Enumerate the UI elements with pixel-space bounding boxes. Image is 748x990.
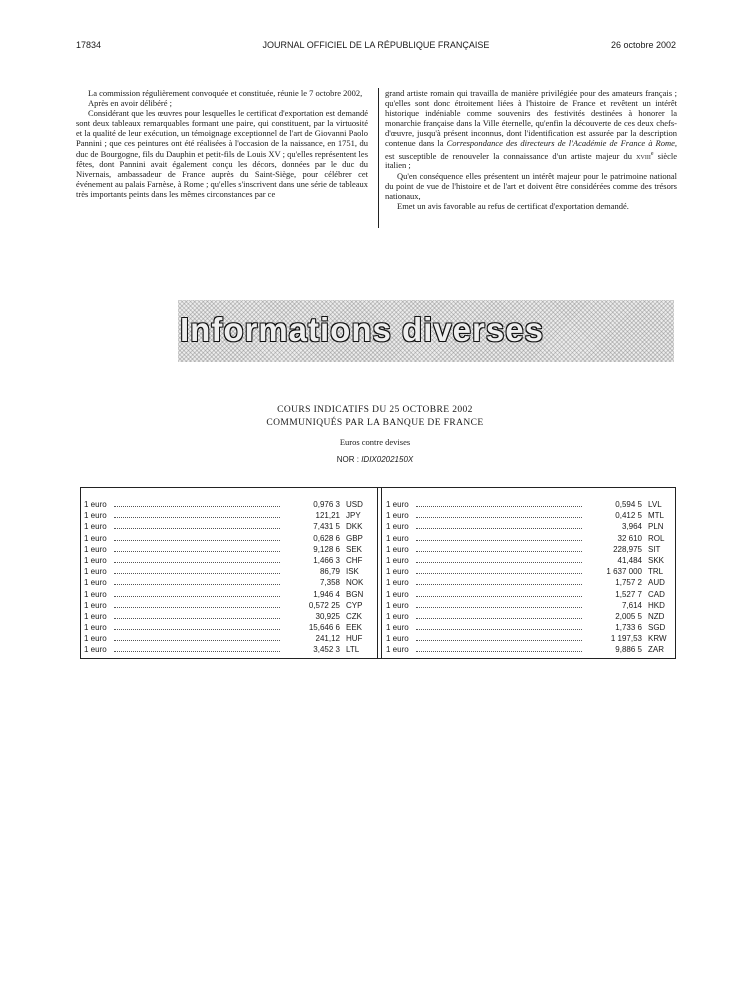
dot-leader xyxy=(114,644,280,652)
rate-row xyxy=(84,521,374,532)
rate-label: 1 euro xyxy=(84,544,107,554)
dot-leader xyxy=(114,622,280,630)
rate-label: 1 euro xyxy=(84,589,107,599)
rate-row xyxy=(84,622,374,633)
currency-code: KRW xyxy=(648,634,667,644)
journal-title: JOURNAL OFFICIEL DE LA RÉPUBLIQUE FRANÇAISE xyxy=(262,40,490,50)
rate-row xyxy=(84,566,374,577)
italic-title: Correspondance des directeurs de l'Académie de France à Rome, xyxy=(446,138,677,149)
rate-label: 1 euro xyxy=(386,500,409,509)
rate-value: 1 197,53 xyxy=(610,634,642,644)
currency-code: HKD xyxy=(648,600,665,610)
rate-row xyxy=(84,611,374,622)
dot-leader xyxy=(416,577,582,585)
century-superscript: e xyxy=(650,150,654,157)
dot-leader xyxy=(114,555,280,563)
rate-row xyxy=(386,589,676,600)
rate-value: 7,358 xyxy=(319,578,340,588)
rate-value: 32 610 xyxy=(617,533,642,543)
rate-row xyxy=(84,544,374,555)
rate-label: 1 euro xyxy=(84,511,107,521)
currency-code: ISK xyxy=(346,567,359,577)
table-divider xyxy=(377,488,382,658)
dot-leader xyxy=(114,533,280,541)
paragraph: Emet un avis favorable au refus de certificat d'exportation demandé. xyxy=(397,200,629,211)
rate-value: 7,431 5 xyxy=(313,522,340,532)
rate-row xyxy=(386,521,676,532)
dot-leader xyxy=(416,611,582,619)
currency-code: NOK xyxy=(346,578,364,588)
dot-leader xyxy=(416,544,582,552)
currency-code: MTL xyxy=(648,511,664,521)
currency-code: TRL xyxy=(648,567,664,577)
rate-value: 15,646 6 xyxy=(308,623,340,633)
currency-code: JPY xyxy=(346,511,361,521)
rate-row xyxy=(386,577,676,588)
dot-leader xyxy=(416,622,582,630)
currency-code: SKK xyxy=(648,555,665,565)
rate-label: 1 euro xyxy=(386,567,409,577)
rate-row xyxy=(386,600,676,611)
rate-label: 1 euro xyxy=(84,634,107,644)
currency-code: USD xyxy=(346,500,363,509)
publication-date: 26 octobre 2002 xyxy=(610,40,676,50)
rate-value: 228,975 xyxy=(613,544,642,554)
currency-code: CZK xyxy=(346,611,362,621)
dot-leader xyxy=(416,499,582,507)
currency-code: CAD xyxy=(648,589,665,599)
rate-value: 0,412 5 xyxy=(615,511,642,521)
dot-leader xyxy=(114,600,280,608)
page-number: 17834 xyxy=(76,40,102,50)
rate-row xyxy=(84,600,374,611)
paragraph-text: siècle italien ; xyxy=(385,150,677,171)
dot-leader xyxy=(416,589,582,597)
rate-label: 1 euro xyxy=(386,634,409,644)
currency-code: DKK xyxy=(346,522,363,532)
heading-line-1: COURS INDICATIFS DU 25 OCTOBRE 2002 xyxy=(277,405,473,415)
nor-label: NOR : xyxy=(336,455,359,464)
currency-code: CHF xyxy=(346,555,363,565)
dot-leader xyxy=(416,600,582,608)
nor-value: IDIX0202150X xyxy=(361,455,414,464)
rate-label: 1 euro xyxy=(386,589,409,599)
dot-leader xyxy=(114,510,280,518)
rate-value: 0,594 5 xyxy=(615,500,642,509)
currency-code: GBP xyxy=(346,533,363,543)
currency-code: LVL xyxy=(648,500,662,509)
dot-leader xyxy=(114,577,280,585)
rate-value: 1 637 000 xyxy=(606,567,642,577)
rates-column-left xyxy=(84,499,374,656)
rates-column-right xyxy=(386,499,676,656)
currency-code: ROL xyxy=(648,533,665,543)
rate-label: 1 euro xyxy=(386,611,409,621)
currency-code: SIT xyxy=(648,544,661,554)
exchange-rates-heading xyxy=(230,404,520,464)
rate-value: 1,527 7 xyxy=(615,589,642,599)
rate-value: 9,886 5 xyxy=(615,645,642,655)
dot-leader xyxy=(416,555,582,563)
rate-row xyxy=(386,633,676,644)
dot-leader xyxy=(114,633,280,641)
dot-leader xyxy=(114,611,280,619)
currency-code: NZD xyxy=(648,611,665,621)
dot-leader xyxy=(416,533,582,541)
rate-row xyxy=(84,644,374,655)
rate-value: 3,452 3 xyxy=(313,645,340,655)
exchange-rates-table xyxy=(80,487,676,659)
rate-value: 2,005 5 xyxy=(615,611,642,621)
rate-label: 1 euro xyxy=(386,578,409,588)
rate-value: 1,946 4 xyxy=(313,589,340,599)
rate-value: 1,733 6 xyxy=(615,623,642,633)
rate-label: 1 euro xyxy=(84,500,107,509)
page-header xyxy=(76,40,676,54)
rate-value: 241,12 xyxy=(315,634,340,644)
rates-subtitle: Euros contre devises xyxy=(339,437,411,447)
rate-row xyxy=(386,510,676,521)
rate-label: 1 euro xyxy=(84,522,107,532)
dot-leader xyxy=(416,521,582,529)
rate-value: 3,964 xyxy=(621,522,642,532)
rate-row xyxy=(84,499,374,510)
left-text-column xyxy=(76,88,368,199)
rate-value: 121,21 xyxy=(315,511,340,521)
rate-row xyxy=(386,555,676,566)
rate-label: 1 euro xyxy=(386,511,409,521)
rate-row xyxy=(84,510,374,521)
nor-reference xyxy=(230,455,520,464)
paragraph: La commission régulièrement convoquée et constituée, réunie le 7 octobre 2002, xyxy=(88,88,363,98)
dot-leader xyxy=(416,566,582,574)
rate-label: 1 euro xyxy=(84,600,107,610)
currency-code: PLN xyxy=(648,522,664,532)
section-title: Informations diverses xyxy=(180,311,544,348)
rate-value: 86,79 xyxy=(319,567,340,577)
rate-label: 1 euro xyxy=(386,555,409,565)
rate-label: 1 euro xyxy=(84,533,107,543)
rate-label: 1 euro xyxy=(386,544,409,554)
dot-leader xyxy=(416,510,582,518)
rate-value: 41,484 xyxy=(617,555,642,565)
rate-row xyxy=(84,589,374,600)
rate-label: 1 euro xyxy=(84,645,107,655)
rate-value: 9,128 6 xyxy=(313,544,340,554)
paragraph: Après en avoir délibéré ; xyxy=(88,98,173,109)
rate-label: 1 euro xyxy=(84,623,107,633)
currency-code: HUF xyxy=(346,634,363,644)
currency-code: LTL xyxy=(346,645,360,655)
rate-row xyxy=(84,577,374,588)
currency-code: AUD xyxy=(648,578,665,588)
rate-row xyxy=(386,611,676,622)
currency-code: ZAR xyxy=(648,645,664,655)
paragraph-text: est susceptible de renouveler la connaissance d'un artiste majeur du xyxy=(385,150,637,161)
dot-leader xyxy=(114,544,280,552)
dot-leader xyxy=(416,633,582,641)
paragraph: Qu'en conséquence elles présentent un intérêt majeur pour le patrimoine national du point de vue de l'histoire et de l'art et doivent être considérées comme des trésors nationaux, xyxy=(385,170,677,201)
rate-value: 7,614 xyxy=(621,600,642,610)
currency-code: EEK xyxy=(346,623,363,633)
rate-label: 1 euro xyxy=(386,645,409,655)
rate-value: 0,572 25 xyxy=(308,600,340,610)
column-divider xyxy=(378,88,379,228)
dot-leader xyxy=(114,521,280,529)
rate-row xyxy=(84,533,374,544)
rate-row xyxy=(84,633,374,644)
right-text-column xyxy=(385,88,677,211)
rate-value: 30,925 xyxy=(315,611,340,621)
currency-code: SEK xyxy=(346,544,363,554)
rate-label: 1 euro xyxy=(84,567,107,577)
rate-value: 0,628 6 xyxy=(313,533,340,543)
currency-code: BGN xyxy=(346,589,364,599)
rate-row xyxy=(84,555,374,566)
rate-label: 1 euro xyxy=(84,555,107,565)
rate-label: 1 euro xyxy=(84,611,107,621)
paragraph xyxy=(385,88,677,171)
rate-value: 1,757 2 xyxy=(615,578,642,588)
rate-row xyxy=(386,644,676,655)
dot-leader xyxy=(114,589,280,597)
rate-row xyxy=(386,622,676,633)
rate-value: 0,976 3 xyxy=(313,500,340,509)
rate-label: 1 euro xyxy=(84,578,107,588)
currency-code: CYP xyxy=(346,600,363,610)
rate-row xyxy=(386,533,676,544)
rate-row xyxy=(386,566,676,577)
rate-label: 1 euro xyxy=(386,522,409,532)
rate-label: 1 euro xyxy=(386,600,409,610)
paragraph-text: grand artiste romain qui travailla de manière privilégiée pour des amateurs français ; qu'elles sont donc étroitement liées à l'histoire de France et revêtent un intérêt historique indéniable comme souvenirs des festivités destinées à honorer la monarchie française dans la Ville éternelle, qu'enfin la découverte de ces deux chefs-d'œuvre, jusqu'à présent inconnus, dont l'identification est assurée par la description contenue dans la xyxy=(385,88,677,149)
dot-leader xyxy=(114,566,280,574)
dot-leader xyxy=(416,644,582,652)
rate-value: 1,466 3 xyxy=(313,555,340,565)
rate-row xyxy=(386,544,676,555)
heading-line-2: COMMUNIQUÉS PAR LA BANQUE DE FRANCE xyxy=(266,418,484,428)
rate-label: 1 euro xyxy=(386,533,409,543)
currency-code: SGD xyxy=(648,623,666,633)
paragraph: Considérant que les œuvres pour lesquelles le certificat d'exportation est demandé sont deux tableaux remarquables formant une paire, qui constituent, par la virtuosité et la qualité de leur exécution, un témoignage exceptionnel de l'art de Giovanni Paolo Pannini ; que ces peintures ont été réalisées à l'occasion de la naissance, en 1751, du duc de Bourgogne, fils du Dauphin et petit-fils de Louis XV ; qu'elles représentent les fêtes, dont Pannini avait également conçu les décors, données par le duc du Nivernais, ambassadeur de France auprès du Saint-Siège, pour célébrer cet événement au palais Farnèse, à Rome ; qu'elles s'inscrivent dans une série de tableaux très importants peints dans les mêmes circonstances par ce xyxy=(76,108,368,199)
rate-row xyxy=(386,499,676,510)
century-numeral: xviii xyxy=(636,150,651,161)
dot-leader xyxy=(114,499,280,507)
rate-label: 1 euro xyxy=(386,623,409,633)
